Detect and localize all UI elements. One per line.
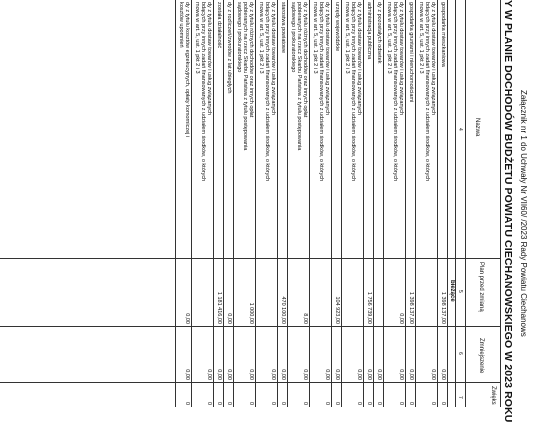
row-border [405,0,406,407]
row-name-line: mowa w art. 5, ust. 1 pkt 2 i 3 [418,2,424,74]
row-zwiekszenie-value: 0 [206,401,212,405]
row-name [386,2,404,256]
row-zmniejszenie-value: 0,00 [248,369,254,380]
header-plan: Plan przed zmianą [478,262,484,312]
row-name-line: administracja publiczna [366,2,372,60]
row-border [415,0,416,407]
row-zwiekszenie-value: 0 [270,401,276,405]
row-name [194,2,212,256]
row-name-line: dy z tytułu dostaw towarów i usług związanych [324,2,330,116]
row-name-line: dy z rozliczeń/zwrotów z lat ubiegłych [226,2,232,94]
row-name-line: dy z tytułu dostaw towarów i usług związanych [356,2,362,116]
row-name-line: kosztów upomnień [178,2,184,48]
row-name-line: sądowego i prokuratorskiego [290,2,296,73]
row-zmniejszenie-value: 0,00 [430,369,436,380]
row-name-line: dy z tytułu różnych dochodów oraz innych opłat [248,2,254,118]
row-plan-value: 0,00 [226,313,232,324]
row-zwiekszenie-value: 0 [356,401,362,405]
row-zmniejszenie-value: 0,00 [216,369,222,380]
row-border [223,0,224,407]
row-plan-value: 1 756 739,00 [366,291,372,324]
col-divider-plan [0,326,501,327]
row-name-line: dy z tytułu dostaw towarów i usług związanych [430,2,436,116]
row-name [226,2,232,256]
row-name-line: dy z tytułu dostaw towarów i usług związanych [206,2,212,116]
col-divider-zmniejszenie [0,382,501,383]
row-name-line: starostwa powiatowe [280,2,286,54]
column-number-border [455,0,456,407]
row-zmniejszenie-value: 0,00 [334,369,340,380]
header-bottom-border [465,0,466,407]
row-zwiekszenie-value: 0 [366,401,372,405]
row-name [366,2,372,256]
row-zmniejszenie-value: 0,00 [324,369,330,380]
row-name [376,2,382,256]
row-border [309,0,310,407]
row-zmniejszenie-value: 0,00 [366,369,372,380]
header-zmniejszenie: Zmniejszenie [478,338,484,374]
row-name [236,2,254,256]
col-divider-name [0,258,501,259]
row-border [277,0,278,407]
row-name-line: dy z tytułu różnych dochodów oraz innych opłat [302,2,308,118]
row-border [331,0,332,407]
row-name-line: mowa w art. 5, ust. 1 pkt 2 i 3 [258,2,264,74]
row-zmniejszenie-value: 0,00 [184,369,190,380]
row-plan-value: 1 000,00 [248,302,254,324]
column-number-7: 7 [457,396,463,399]
header-nazwa: Nazwa [474,118,480,137]
row-name [408,2,414,256]
row-name [334,2,340,256]
row-zmniejszenie-value: 0,00 [226,369,232,380]
row-name [216,2,222,256]
row-name-line: mowa w art. 5, ust. 1 pkt 2 i 3 [312,2,318,74]
row-name [290,2,308,256]
document-title: Y W PLANIE DOCHODÓW BUDŻETU POWIATU CIECHANOWSKIEGO W 2023 ROKU [502,0,514,422]
row-zmniejszenie-value: 0,00 [376,369,382,380]
column-number-5: 5 [457,290,463,293]
row-plan-value: 0,00 [398,313,404,324]
row-name [280,2,286,256]
row-zmniejszenie-value: 0,00 [356,369,362,380]
section-label: bieżące [449,280,455,302]
row-name-line: bdących przy innych zadań finansowanych z udziałem środków, o których [264,2,270,182]
row-name-line: bdących przy innych zadań finansowanych z udziałem środków, o których [392,2,398,182]
row-zwiekszenie-value: 0 [334,401,340,405]
row-name-line: mowa w art. 5, ust. 1 pkt 2 i 3 [194,2,200,74]
column-number-6: 6 [457,352,463,355]
row-zwiekszenie-value: 0 [408,401,414,405]
row-name-line: pobieranych na rzecz Skarbu Państwa z tytułu postępowania [296,2,302,151]
row-plan-value: 8,00 [302,313,308,324]
row-name-line: bdących przy innych zadań finansowanych z udziałem środków, o których [318,2,324,182]
row-border [363,0,364,407]
row-plan-value: 1 181 416,00 [216,291,222,324]
section-row-border [447,0,448,407]
row-name [440,2,446,256]
column-number-4: 4 [457,128,463,131]
row-zmniejszenie-value: 0,00 [206,369,212,380]
row-border [255,0,256,407]
row-border [213,0,214,407]
row-border [287,0,288,407]
row-zwiekszenie-value: 0 [376,401,382,405]
row-name [344,2,362,256]
row-zwiekszenie-value: 0 [248,401,254,405]
row-zwiekszenie-value: 0 [440,401,446,405]
row-zwiekszenie-value: 0 [216,401,222,405]
row-border [437,0,438,407]
row-plan-value: 104 923,00 [334,296,340,324]
row-zwiekszenie-value: 0 [430,401,436,405]
row-zwiekszenie-value: 0 [302,401,308,405]
row-border [341,0,342,407]
row-zmniejszenie-value: 0,00 [398,369,404,380]
row-zmniejszenie-value: 0,00 [280,369,286,380]
row-name [418,2,436,256]
row-name-line: dy z tytułu dostaw towarów i usług związanych [398,2,404,116]
row-name [312,2,330,256]
row-border [383,0,384,407]
row-name-line: bdących przy innych zadań finansowanych z udziałem środków, o których [350,2,356,182]
row-name-line: została działalność [216,2,222,49]
header-zwiekszenie: Zwięks [490,386,496,405]
row-name-line: dy z tytułu dostaw towarów i usług związanych [270,2,276,116]
row-zmniejszenie-value: 0,00 [302,369,308,380]
row-zmniejszenie-value: 0,00 [440,369,446,380]
row-name-line: gospodarka gruntami i nieruchomościami [408,2,414,103]
row-zwiekszenie-value: 0 [398,401,404,405]
row-zwiekszenie-value: 0 [280,401,286,405]
row-name-line: pobieranych na rzecz Skarbu Państwa z tytułu postępowania [242,2,248,151]
row-zwiekszenie-value: 0 [324,401,330,405]
row-name-line: dy z tytułu kosztów egzekucyjnych, opłaty komorniczej i [184,2,190,138]
row-zwiekszenie-value: 0 [184,401,190,405]
row-border [233,0,234,407]
row-name-line: mowa w art. 5, ust. 1 pkt 2 i 3 [386,2,392,74]
row-zmniejszenie-value: 0,00 [270,369,276,380]
row-name [258,2,276,256]
row-border [373,0,374,407]
row-plan-value: 470 100,00 [280,296,286,324]
row-name-line: dy z pozostałych odsetek [376,2,382,64]
row-name-line: gospodarka mieszkaniowa [440,2,446,67]
row-border [191,0,192,407]
row-name-line: mowa w art. 5, ust. 1 pkt 2 i 3 [344,2,350,74]
attachment-reference: Załącznik nr 1 do Uchwały Nr VII60/ /2023 Rady Powiatu Ciechanows [519,90,528,337]
row-zmniejszenie-value: 0,00 [408,369,414,380]
row-name-line: urzędy wojewódzkie [334,2,340,52]
row-name [178,2,190,256]
row-name-line: bdących przy innych zadań finansowanych z udziałem środków, o których [424,2,430,182]
row-plan-value: 1 398 137,00 [408,291,414,324]
table-top-border [500,0,501,407]
row-name-line: sądowego i prokuratorskiego [236,2,242,73]
row-name-line: bdących przy innych zadań finansowanych z udziałem środków, o których [200,2,206,182]
row-plan-value: 1 398 137,00 [440,291,446,324]
row-zwiekszenie-value: 0 [226,401,232,405]
row-plan-value: 0,00 [184,313,190,324]
row-border [175,0,176,407]
